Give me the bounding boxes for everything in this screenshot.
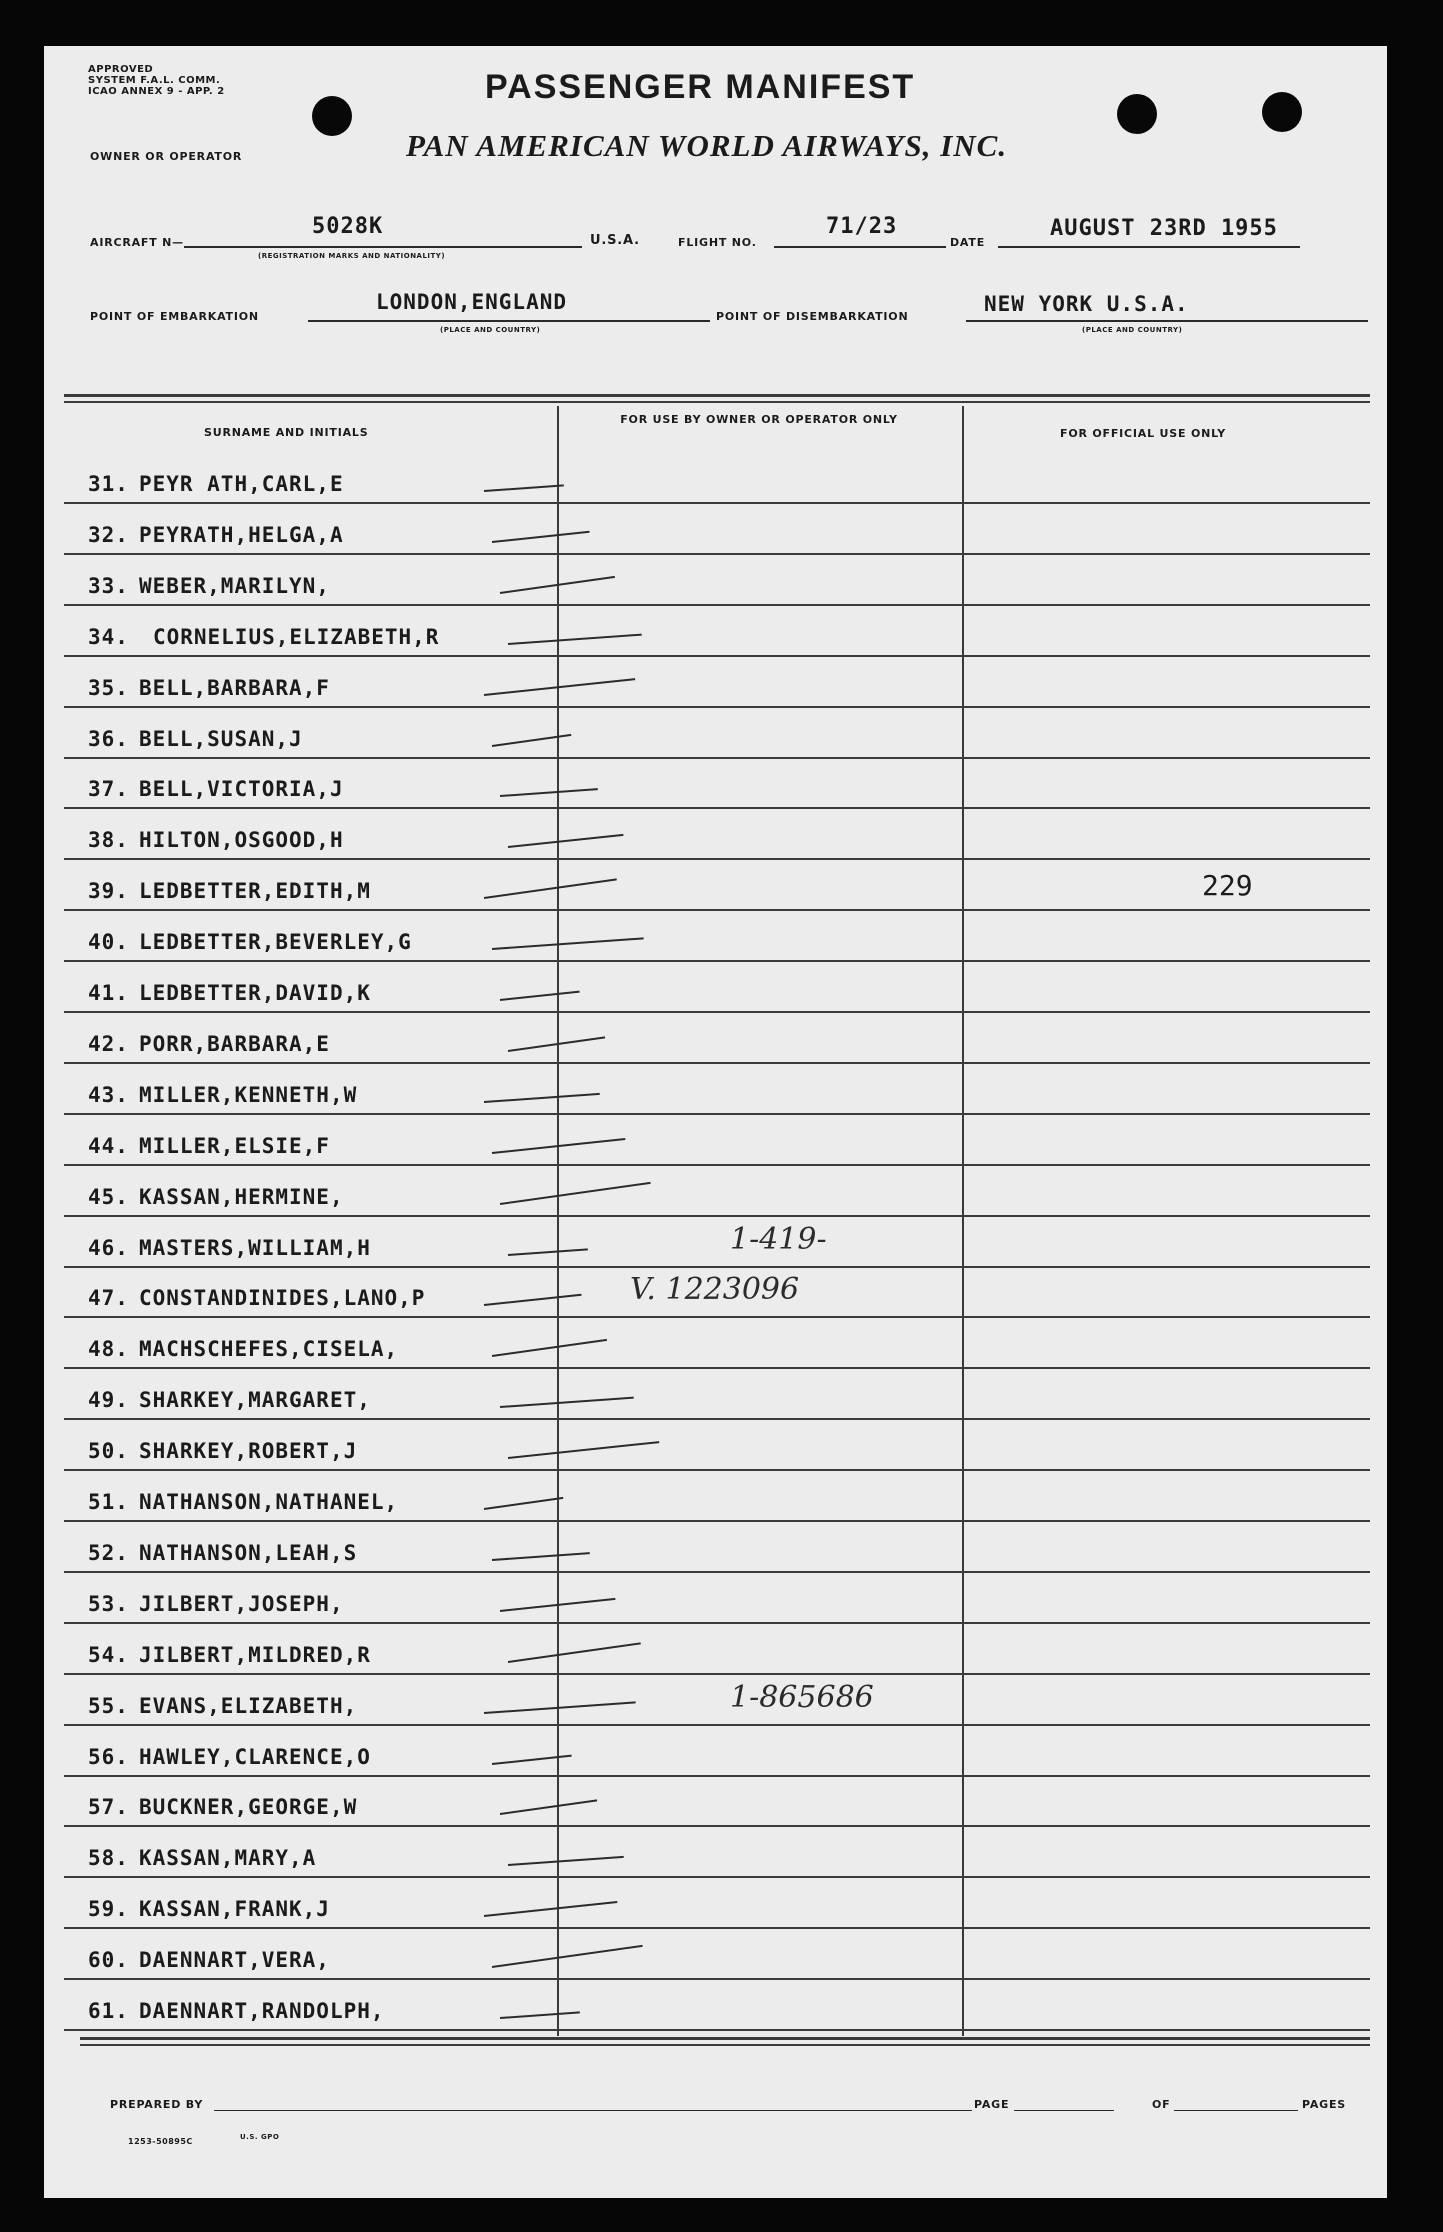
disembarkation-label: POINT OF DISEMBARKATION bbox=[716, 310, 909, 323]
check-mark bbox=[500, 2011, 580, 2019]
row-number: 37. bbox=[88, 777, 129, 801]
row-number: 31. bbox=[88, 472, 129, 496]
row-number: 54. bbox=[88, 1643, 129, 1667]
surname-initials: DAENNART,RANDOLPH, bbox=[138, 1999, 385, 2023]
pages-label: PAGES bbox=[1302, 2098, 1347, 2111]
table-top-rule bbox=[64, 394, 1370, 397]
column-header-official: FOR OFFICIAL USE ONLY bbox=[1060, 427, 1226, 440]
check-mark bbox=[508, 834, 624, 848]
row-rule bbox=[64, 1876, 1370, 1878]
row-number: 36. bbox=[88, 727, 129, 751]
passenger-name bbox=[88, 676, 330, 700]
check-mark bbox=[500, 1799, 597, 1815]
row-rule bbox=[64, 1978, 1370, 1980]
row-number: 50. bbox=[88, 1439, 129, 1463]
surname-initials: CONSTANDINIDES,LANO,P bbox=[138, 1286, 426, 1310]
check-mark bbox=[484, 1497, 563, 1510]
surname-initials: DAENNART,VERA, bbox=[138, 1948, 330, 1972]
check-mark bbox=[484, 484, 564, 492]
surname-initials: LEDBETTER,EDITH,M bbox=[138, 879, 371, 903]
check-mark bbox=[484, 678, 635, 696]
row-number: 55. bbox=[88, 1694, 129, 1718]
manifest-sheet bbox=[44, 46, 1387, 2198]
passenger-name bbox=[88, 1745, 371, 1769]
row-rule bbox=[64, 1062, 1370, 1064]
row-rule bbox=[64, 1927, 1370, 1929]
column-header-operator-text: FOR USE BY OWNER OR OPERATOR ONLY bbox=[620, 413, 898, 426]
surname-initials: BELL,VICTORIA,J bbox=[138, 777, 344, 801]
flight-underline bbox=[774, 246, 946, 248]
surname-initials: PORR,BARBARA,E bbox=[138, 1032, 330, 1056]
row-number: 61. bbox=[88, 1999, 129, 2023]
passenger-name bbox=[88, 1643, 371, 1667]
row-number: 34. bbox=[88, 625, 129, 649]
aircraft-value: 5028K bbox=[312, 214, 384, 239]
gpo-seal: U.S. GPO bbox=[240, 2133, 280, 2141]
row-rule bbox=[64, 1215, 1370, 1217]
passenger-name bbox=[88, 1388, 371, 1412]
row-rule bbox=[64, 858, 1370, 860]
check-mark bbox=[484, 1093, 600, 1103]
passenger-name bbox=[88, 472, 344, 496]
row-number: 42. bbox=[88, 1032, 129, 1056]
passenger-name bbox=[88, 1948, 330, 1972]
passenger-name bbox=[88, 1795, 357, 1819]
passenger-name bbox=[88, 574, 330, 598]
check-mark bbox=[508, 1856, 624, 1866]
row-number: 32. bbox=[88, 523, 129, 547]
column-header-operator bbox=[604, 414, 914, 426]
page-line bbox=[1014, 2110, 1114, 2111]
row-rule bbox=[64, 960, 1370, 962]
form-code: 1253-50895C bbox=[128, 2137, 193, 2146]
row-number: 49. bbox=[88, 1388, 129, 1412]
table-bottom-rule bbox=[80, 2037, 1370, 2040]
check-mark bbox=[500, 1182, 651, 1205]
punch-hole bbox=[1117, 94, 1157, 134]
prepared-by-label: PREPARED BY bbox=[110, 2098, 204, 2111]
row-rule bbox=[64, 706, 1370, 708]
surname-initials: MACHSCHEFES,CISELA, bbox=[138, 1337, 399, 1361]
operator-note: 1-865686 bbox=[730, 1680, 874, 1715]
owner-label: OWNER OR OPERATOR bbox=[90, 150, 243, 163]
row-rule bbox=[64, 1469, 1370, 1471]
check-mark bbox=[508, 1248, 588, 1256]
row-number: 48. bbox=[88, 1337, 129, 1361]
row-rule bbox=[64, 1825, 1370, 1827]
row-rule bbox=[64, 1011, 1370, 1013]
table-bottom-rule bbox=[80, 2044, 1370, 2046]
row-number: 59. bbox=[88, 1897, 129, 1921]
surname-initials: SHARKEY,ROBERT,J bbox=[138, 1439, 358, 1463]
passenger-name bbox=[88, 1490, 398, 1514]
embarkation-value: LONDON,ENGLAND bbox=[376, 290, 568, 314]
row-rule bbox=[64, 1418, 1370, 1420]
surname-initials: KASSAN,MARY,A bbox=[138, 1846, 317, 1870]
check-mark bbox=[484, 1901, 617, 1917]
passenger-name bbox=[88, 1286, 425, 1310]
row-number: 45. bbox=[88, 1185, 129, 1209]
row-number: 47. bbox=[88, 1286, 129, 1310]
passenger-name bbox=[88, 879, 371, 903]
row-rule bbox=[64, 655, 1370, 657]
passenger-name bbox=[88, 1897, 330, 1921]
passenger-name bbox=[88, 1999, 385, 2023]
passenger-name bbox=[88, 930, 412, 954]
row-number: 40. bbox=[88, 930, 129, 954]
row-number: 56. bbox=[88, 1745, 129, 1769]
surname-initials: LEDBETTER,BEVERLEY,G bbox=[138, 930, 412, 954]
check-mark bbox=[508, 634, 642, 645]
surname-initials: CORNELIUS,ELIZABETH,R bbox=[152, 625, 440, 649]
row-number: 41. bbox=[88, 981, 129, 1005]
passenger-name bbox=[88, 1134, 330, 1158]
date-underline bbox=[998, 246, 1300, 248]
embarkation-label: POINT OF EMBARKATION bbox=[90, 310, 259, 323]
check-mark bbox=[492, 1755, 572, 1765]
row-number: 57. bbox=[88, 1795, 129, 1819]
surname-initials: JILBERT,MILDRED,R bbox=[138, 1643, 371, 1667]
passenger-name bbox=[88, 1541, 357, 1565]
column-divider bbox=[962, 406, 964, 2036]
check-mark bbox=[508, 1441, 659, 1459]
passenger-name bbox=[88, 1694, 357, 1718]
check-mark bbox=[508, 1642, 641, 1663]
row-rule bbox=[64, 909, 1370, 911]
passenger-name bbox=[88, 523, 344, 547]
row-rule bbox=[64, 502, 1370, 504]
of-line bbox=[1174, 2110, 1298, 2111]
operator-note: V. 1223096 bbox=[630, 1272, 800, 1307]
row-number: 38. bbox=[88, 828, 129, 852]
surname-initials: KASSAN,FRANK,J bbox=[138, 1897, 330, 1921]
table-top-rule bbox=[64, 401, 1370, 403]
check-mark bbox=[492, 1552, 590, 1561]
row-rule bbox=[64, 1367, 1370, 1369]
check-mark bbox=[492, 734, 571, 747]
page-title: PASSENGER MANIFEST bbox=[485, 68, 916, 106]
surname-initials: WEBER,MARILYN, bbox=[138, 574, 330, 598]
embarkation-underline bbox=[308, 320, 710, 322]
disembarkation-underline bbox=[966, 320, 1368, 322]
row-rule bbox=[64, 1673, 1370, 1675]
row-rule bbox=[64, 807, 1370, 809]
surname-initials: LEDBETTER,DAVID,K bbox=[138, 981, 371, 1005]
row-rule bbox=[64, 1520, 1370, 1522]
row-number: 39. bbox=[88, 879, 129, 903]
punch-hole bbox=[312, 96, 352, 136]
row-rule bbox=[64, 757, 1370, 759]
row-rule bbox=[64, 1724, 1370, 1726]
check-mark bbox=[484, 1294, 582, 1306]
row-rule bbox=[64, 553, 1370, 555]
row-number: 53. bbox=[88, 1592, 129, 1616]
passenger-name bbox=[88, 1337, 398, 1361]
surname-initials: EVANS,ELIZABETH, bbox=[138, 1694, 358, 1718]
approval-line: SYSTEM F.A.L. COMM. bbox=[88, 75, 221, 86]
column-divider bbox=[557, 406, 559, 2036]
passenger-name bbox=[88, 727, 303, 751]
row-number: 35. bbox=[88, 676, 129, 700]
check-mark bbox=[492, 1945, 643, 1968]
passenger-name bbox=[88, 625, 439, 649]
row-rule bbox=[64, 1775, 1370, 1777]
passenger-name bbox=[88, 828, 344, 852]
passenger-name bbox=[88, 1846, 316, 1870]
row-number: 43. bbox=[88, 1083, 129, 1107]
surname-initials: NATHANSON,NATHANEL, bbox=[138, 1490, 399, 1514]
column-header-surname: SURNAME AND INITIALS bbox=[204, 426, 369, 439]
row-rule bbox=[64, 1266, 1370, 1268]
disembarkation-caption: (PLACE AND COUNTRY) bbox=[1082, 326, 1183, 334]
aircraft-label: AIRCRAFT N— bbox=[90, 236, 184, 249]
passenger-name bbox=[88, 1236, 371, 1260]
row-number: 44. bbox=[88, 1134, 129, 1158]
date-label: DATE bbox=[950, 236, 986, 249]
aircraft-underline bbox=[184, 246, 582, 248]
company-name: PAN AMERICAN WORLD AIRWAYS, INC. bbox=[406, 128, 1008, 163]
surname-initials: BELL,SUSAN,J bbox=[138, 727, 303, 751]
check-mark bbox=[500, 991, 580, 1001]
check-mark bbox=[484, 878, 617, 899]
check-mark bbox=[484, 1701, 636, 1714]
passenger-name bbox=[88, 1592, 344, 1616]
approval-line: APPROVED bbox=[88, 64, 154, 75]
check-mark bbox=[492, 937, 644, 950]
row-number: 60. bbox=[88, 1948, 129, 1972]
passenger-name bbox=[88, 1032, 330, 1056]
row-rule bbox=[64, 2029, 1370, 2031]
approval-line: ICAO ANNEX 9 - APP. 2 bbox=[88, 86, 225, 97]
passenger-name bbox=[88, 981, 371, 1005]
passenger-name bbox=[88, 1185, 344, 1209]
punch-hole bbox=[1262, 92, 1302, 132]
row-number: 51. bbox=[88, 1490, 129, 1514]
row-rule bbox=[64, 1113, 1370, 1115]
surname-initials: KASSAN,HERMINE, bbox=[138, 1185, 344, 1209]
row-number: 33. bbox=[88, 574, 129, 598]
usa-label: U.S.A. bbox=[590, 233, 640, 248]
date-value: AUGUST 23RD 1955 bbox=[1050, 216, 1278, 241]
surname-initials: NATHANSON,LEAH,S bbox=[138, 1541, 358, 1565]
check-mark bbox=[500, 1397, 634, 1408]
prepared-by-line bbox=[214, 2110, 972, 2111]
operator-note: 1-419- bbox=[730, 1222, 827, 1257]
surname-initials: HAWLEY,CLARENCE,O bbox=[138, 1745, 371, 1769]
embarkation-caption: (PLACE AND COUNTRY) bbox=[440, 326, 541, 334]
row-number: 46. bbox=[88, 1236, 129, 1260]
passenger-name bbox=[88, 777, 344, 801]
row-rule bbox=[64, 1316, 1370, 1318]
official-note: 229 bbox=[1202, 869, 1253, 902]
approval-note bbox=[88, 64, 225, 97]
page-label: PAGE bbox=[974, 2098, 1010, 2111]
surname-initials: BUCKNER,GEORGE,W bbox=[138, 1795, 358, 1819]
row-rule bbox=[64, 604, 1370, 606]
check-mark bbox=[492, 1339, 607, 1357]
surname-initials: HILTON,OSGOOD,H bbox=[138, 828, 344, 852]
row-number: 58. bbox=[88, 1846, 129, 1870]
check-mark bbox=[500, 788, 598, 797]
surname-initials: MASTERS,WILLIAM,H bbox=[138, 1236, 371, 1260]
row-number: 52. bbox=[88, 1541, 129, 1565]
row-rule bbox=[64, 1622, 1370, 1624]
check-mark bbox=[492, 531, 590, 543]
passenger-name bbox=[88, 1083, 357, 1107]
surname-initials: JILBERT,JOSEPH, bbox=[138, 1592, 344, 1616]
aircraft-caption: (REGISTRATION MARKS AND NATIONALITY) bbox=[258, 252, 446, 260]
surname-initials: PEYRATH,HELGA,A bbox=[138, 523, 344, 547]
surname-initials: MILLER,KENNETH,W bbox=[138, 1083, 358, 1107]
flight-value: 71/23 bbox=[826, 214, 898, 239]
surname-initials: BELL,BARBARA,F bbox=[138, 676, 330, 700]
of-label: OF bbox=[1152, 2098, 1171, 2111]
surname-initials: PEYR ATH,CARL,E bbox=[138, 472, 344, 496]
flight-label: FLIGHT NO. bbox=[678, 236, 757, 249]
row-rule bbox=[64, 1571, 1370, 1573]
passenger-name bbox=[88, 1439, 357, 1463]
surname-initials: SHARKEY,MARGARET, bbox=[138, 1388, 371, 1412]
surname-initials: MILLER,ELSIE,F bbox=[138, 1134, 330, 1158]
disembarkation-value: NEW YORK U.S.A. bbox=[984, 292, 1189, 316]
row-rule bbox=[64, 1164, 1370, 1166]
